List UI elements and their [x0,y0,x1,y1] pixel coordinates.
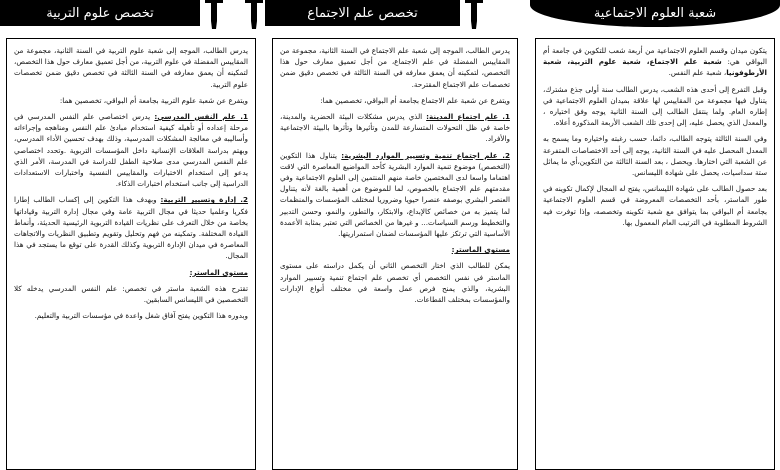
master-level-text: يمكن للطالب الذي اختار التخصص الثاني أن يكمل دراسته على مستوى الماستر في نفس التخصص أي تخصص علم اجتماع تنمية وتسيير الموارد البشرية، والذي يمنح فرص عمل واسعة في مختلف أنواع الإدارات والمؤسسات بمختلف القطاعات. [280,261,510,305]
banner-social-sciences [530,0,780,27]
education-career-text: وبدوره هذا التكوين يفتح آفاق شغل واعدة في مؤسسات التربية والتعليم. [34,311,248,321]
third-year-paragraph: وفي السنة الثالثة يتوجه الطالب، دائما، حسب رغبته واختياره وما يسمح به المعدل المحصل عليه في السنة الثانية، يوجه إلى أحد الاختصاصات المتفرعة عن الشعبة التي اختارها. ويحصل ، بعد السنة الثالثة من التكوين،أي ما يماثل ستة سداسيات، يحصل على شهادة الليسانس. [543,134,767,178]
intro-paragraph [543,45,767,79]
person-icon [205,0,223,30]
hr-sociology-heading: 2. علم اجتماع تنمية وتسيير الموارد البشرية: [341,150,510,160]
banner-education-sciences [0,0,200,26]
hr-sociology-section [280,150,510,240]
education-management-heading: 2. إدارة وتسيير التربية: [160,195,248,205]
person-icon [245,0,263,30]
school-psychology-text: يدرس اختصاصي علم النفس المدرسي في مرحلة إعداده أو تأهيله كيفية استخدام مبادئ علم النفس ومناهجه وإجراءاته وأساليبه في معالجة المشكلات المدرسية، وذلك بهدف تحسين الأداء المدرسي، وبهتم بدراسة العلاقات الإنسانية داخل المؤسسات التربوية .وتحدد اختصاصي علم النفس المدرسي مدى صلاحية الطفل للدراسة في المدرسة، الأمر الذي يدعو إلى استخدام الاختبارات والمقاييس النفسية واختبارات الاستعدادات الدراسية إلى جانب استخدام اختبارات الذكاء. [14,112,248,189]
hr-sociology-text: يتناول هذا التكوين (التخصص) موضوع تنمية الموارد البشرية كأحد المواضيع المعاصرة التي لاقت اهتماما واسعا لدى المختصين خاصة منهم المنتمين إلى العلوم الاجتماعية وفي مقدمتهم علم الاجتماع بالخصوص، لما للموضوع من أهمية بالغة لأنه يتناول العنصر البشري بوصفه عنصرا حيويا وضروريا لمختلف المؤسسات والمنظمات لما يتميز به من خصائص كالإبداع، والابتكار، والتطور، والنمو، وحسن التدبير والتخطيط ورسم السياسات... و غيرها من الخصائص التي تعتبر بمثابة الأعمدة الأساسية التي ترتكز عليها المؤسسات لضمان استمراريتها. [280,150,510,239]
education-master-heading: مستوى الماستر: [189,267,248,277]
education-management-text: وبهدف هذا التكوين إلى إكساب الطالب إطارا فكريا وعلميا حديثا في مجال التربية عامة وفي مجال إدارة التربية وقياداتها بخاصة من خلال التعرف على نظريات القيادة التربوية الرئيسية الحديثة، وأنماط القيادة المختلفة. وتمكينه من فهم وتحليل وتقويم وتطبيق النظريات والاتجاهات المعاصرة في ميدان الإدارة التربوية وكذلك القدرة على توقع ما يستجد في هذا المجال. [14,195,248,261]
urban-sociology-text: الذي يدرس مشكلات البيئة الحضرية والمدينة، خاصة في ظل التحولات المتسارعة للمدن وتأثيرها وتأثرها بالبيئة الاجتماعية والأفراد. [280,112,510,144]
intro-text: يتكون ميدان وقسم العلوم الاجتماعية من أربعة شعب للتكوين في جامعة أم البواقي هي: [543,46,767,67]
banner-middle-title: تخصص علم الاجتماع [307,5,418,21]
intro-end: ، شعبة علم النفس. [668,68,727,78]
branches-list: شعبة علم الاجتماع، شعبة علوم التربية، شعبة الأرطوفونيا [543,57,767,78]
education-column [6,38,256,470]
urban-sociology-heading: 1. علم اجتماع المدينة: [426,112,510,122]
master-paragraph: بعد حصول الطالب على شهادة الليسانس، يفتح له المجال لإكمال تكوينه في طور الماستر، بأحد التخصصات المعروضة في قسم العلوم الاجتماعية بجامعة أم البواقي بما يتوافق مع شعبة تكوينه وتخصصه، وإذا توفرت فيه الشروط المطلوبة في الترتيب العام المعمول بها. [543,184,767,227]
school-psychology-heading: 1. علم النفس المدرسي: [154,112,248,122]
banner-right-title: شعبة العلوم الاجتماعية [593,6,717,21]
education-management-section [14,194,248,261]
sociology-column [272,38,518,470]
urban-sociology-section [280,111,510,145]
education-intro: يدرس الطالب، الموجه إلى شعبة علوم التربية في السنة الثانية، مجموعة من المقاييس المفضلة في علوم التربية، من أجل تعميق معارف حول هذا التخصص، لتمكينه أن يعمق معارفه في السنة الثالثة في تخصص دقيق ضمن تخصصات علوم التربية. [14,46,248,89]
sociology-intro: يدرس الطالب، الموجه إلى شعبة علم الاجتماع في السنة الثانية، مجموعة من المقاييس المفضلة في علم الاجتماع، من أجل تعميق معارف حول هذا التخصص، لتمكينه أن يعمق معارفه في السنة الثالثة في تخصص دقيق ضمن تخصصات علم الاجتماع المقترحة. [280,46,510,89]
master-level-heading: مستوى الماستر: [451,245,510,255]
common-core-paragraph: وقبل التفرع إلى أحدى هذه الشعب، يدرس الطالب سنة أولى جذع مشترك، يتناول فيها مجموعة من المقاييس لها علاقة بميدان العلوم الاجتماعية في إطاره العام. ولما ينتقل الطالب إلى السنة الثانية يوجه وفق اختياره ، والمعدل الذي يحصل عليه، إلى إحدى تلك الشعب الأربعة المذكورة أعلاه. [543,84,767,128]
person-icon [465,0,483,30]
social-sciences-column [535,38,775,470]
sociology-branches: ويتفرع عن شعبة علم الاجتماع بجامعة أم البواقي، تخصصين هما: [320,95,510,105]
banner-sociology [265,0,460,26]
school-psychology-section [14,111,248,189]
education-master-text: تقترح هذه الشعبة ماستر في تخصص: علم النفس المدرسي يدخله كلا التخصصين في الليسانس السابقين. [14,283,248,305]
banner-left-title: تخصص علوم التربية [46,5,154,21]
education-branches: ويتفرع عن شعبة علوم التربية بجامعة أم البواقي، تخصصين هما: [59,95,248,105]
